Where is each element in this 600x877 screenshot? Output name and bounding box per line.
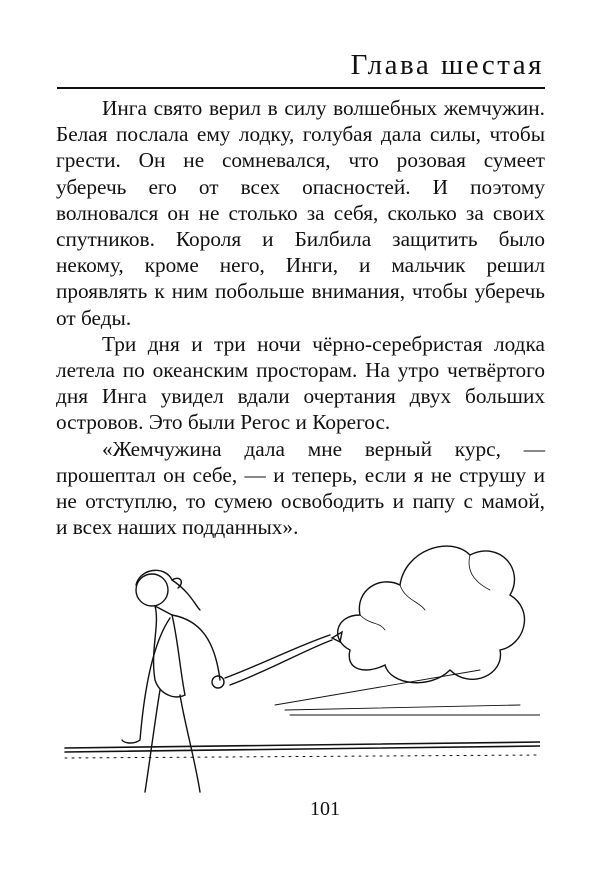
text-line: Белая послала ему лодку, голубая дала силы, чтобы bbox=[56, 122, 545, 147]
boy-figure bbox=[122, 570, 224, 792]
text-line: «Жемчужина дала мне верный курс, — bbox=[102, 436, 545, 461]
rope-drawing bbox=[225, 632, 342, 685]
paragraph bbox=[56, 331, 545, 436]
text-line: Инга свято верил в силу волшебных жемчужин. bbox=[102, 96, 545, 120]
text-line: и всех наших подданных». bbox=[56, 515, 299, 540]
paragraph bbox=[56, 436, 545, 541]
text-line: не отступлю, то сумею освободить и папу с мамой, bbox=[56, 489, 545, 514]
text-line: островов. Это были Регос и Корегос. bbox=[56, 410, 391, 435]
header-rule bbox=[57, 87, 545, 89]
paragraph bbox=[56, 95, 545, 331]
text-line: волновался он не столько за себя, сколько за своих bbox=[56, 200, 545, 225]
text-line: от беды. bbox=[56, 305, 132, 330]
boat-rail bbox=[65, 742, 540, 752]
body-text bbox=[56, 95, 545, 540]
text-line: грести. Он не сомневался, что розовая сумеет bbox=[56, 148, 545, 173]
text-line: уберечь его от всех опасностей. И поэтому bbox=[56, 174, 545, 199]
text-line: прошептал он себе, — и теперь, если я не струшу и bbox=[56, 462, 545, 487]
text-line: некому, кроме него, Инги, и мальчик решил bbox=[56, 253, 545, 278]
cloud-drawing bbox=[338, 546, 525, 683]
text-line: спутников. Короля и Билбила защитить было bbox=[56, 227, 545, 252]
chapter-title: Глава шестая bbox=[350, 49, 544, 81]
text-line: летела по океанским просторам. На утро четвёртого bbox=[56, 358, 545, 383]
illustration-boy-on-boat bbox=[60, 530, 540, 795]
sea-lines bbox=[275, 670, 540, 715]
text-line: Три дня и три ночи чёрно-серебристая лодка bbox=[102, 331, 545, 356]
page-number: 101 bbox=[310, 798, 340, 820]
text-line: проявлять к ним побольше внимания, чтобы уберечь bbox=[56, 279, 545, 304]
text-line: дня Инга увидел вдали очертания двух больших bbox=[56, 384, 545, 409]
